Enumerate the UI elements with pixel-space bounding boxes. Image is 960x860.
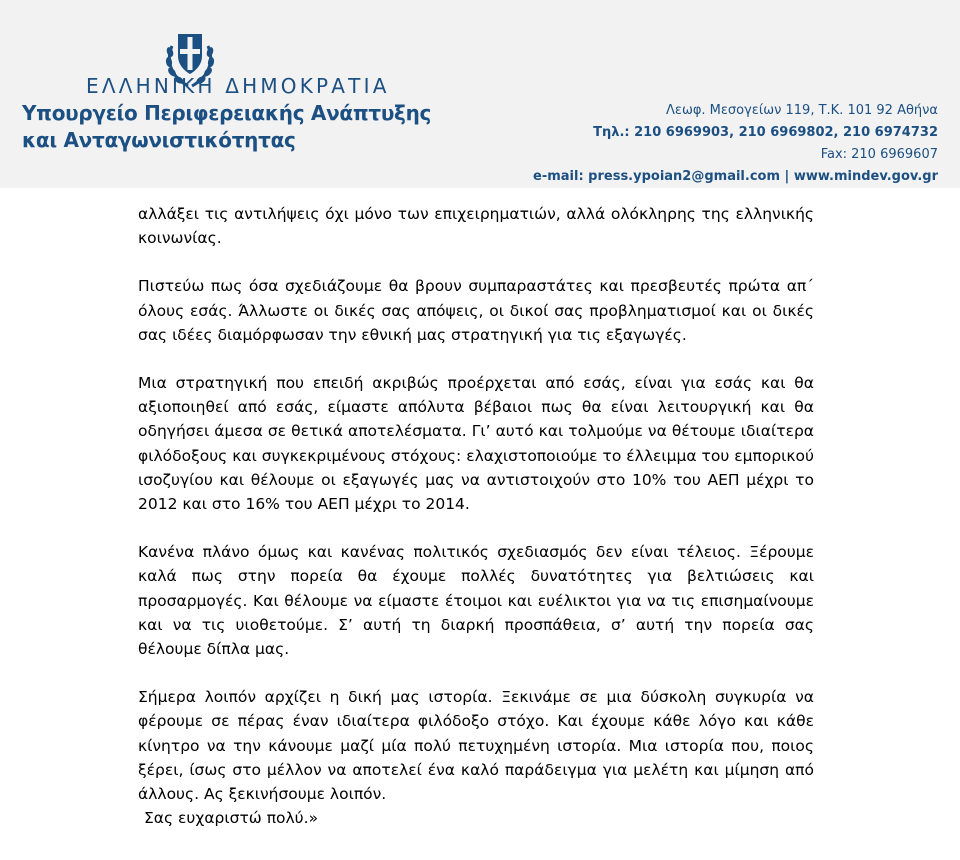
republic-name: ΕΛΛΗΝΙΚΗ ΔΗΜΟΚΡΑΤΙΑ (86, 74, 390, 98)
ministry-name (22, 100, 431, 154)
letterhead (0, 0, 960, 188)
paragraph-4: Κανένα πλάνο όμως και κανένας πολιτικός σχεδιασμός δεν είναι τέλειος. Ξέρουμε καλά πως στην πορεία θα έχουμε πολλές δυνατότητες για βελτιώσεις και προσαρμογές. Και θέλουμε να είμαστε έτοιμοι και ευέλικτοι για να τις επισημαίνουμε και να τις υιοθετούμε. Σ’ αυτή τη διαρκή προσπάθεια, σ’ αυτή την πορεία σας θέλουμε δίπλα μας. (138, 543, 814, 659)
ministry-line-1: Υπουργείο Περιφερειακής Ανάπτυξης (22, 101, 432, 125)
document-body (138, 202, 814, 830)
contact-info (533, 100, 938, 188)
address: Λεωφ. Μεσογείων 119, Τ.Κ. 101 92 Αθήνα (666, 103, 938, 118)
paragraph-1: αλλάξει τις αντιλήψεις όχι μόνο των επιχειρηματιών, αλλά ολόκληρης της ελληνικής κοινωνίας. (138, 205, 814, 248)
paragraph-5: Σήμερα λοιπόν αρχίζει η δική μας ιστορία. Ξεκινάμε σε μια δύσκολη συγκυρία να φέρουμε σε πέρας έναν ιδιαίτερα φιλόδοξο στόχο. Και έχουμε κάθε λόγο και κάθε κίνητρο να την κάνουμε μαζί μία πολύ πετυχημένη ιστορία. Μια ιστορία που, ποιος ξέρει, ίσως στο μέλλον να αποτελεί ένα καλό παράδειγμα για μελέτη και μίμηση από άλλους. Ας ξεκινήσουμε λοιπόν. (138, 688, 814, 804)
paragraph-2: Πιστεύω πως όσα σχεδιάζουμε θα βρουν συμπαραστάτες και πρεσβευτές πρώτα απ΄ όλους εσάς. Άλλωστε οι δικές σας απόψεις, οι δικοί σας προβληματισμοί και οι δικές σας ιδέες διαμόρφωσαν την εθνική μας στρατηγική για τις εξαγωγές. (138, 277, 814, 344)
paragraph-3: Μια στρατηγική που επειδή ακριβώς προέρχεται από εσάς, είναι για εσάς και θα αξιοποιηθεί από εσάς, είμαστε απόλυτα βέβαιοι πως θα είναι λειτουργική και θα οδηγήσει άμεσα σε θετικά αποτελέσματα. Γι’ αυτό και τολμούμε να θέτουμε ιδιαίτερα φιλόδοξους και συγκεκριμένους στόχους: ελαχιστοποιούμε το έλλειμμα του εμπορικού ισοζυγίου και θέλουμε οι εξαγωγές μας να αντιστοιχούν στο 10% του ΑΕΠ μέχρι το 2012 και στο 16% του ΑΕΠ μέχρι το 2014. (138, 374, 814, 514)
fax-number: Fax: 210 6969607 (820, 147, 938, 162)
email-and-website: e-mail: press.ypoian2@gmail.com | www.mindev.gov.gr (533, 169, 938, 184)
phone-numbers: Τηλ.: 210 6969903, 210 6969802, 210 6974732 (593, 125, 938, 140)
closing-line: Σας ευχαριστώ πολύ.» (144, 809, 319, 828)
ministry-line-2: και Ανταγωνιστικότητας (22, 128, 296, 152)
